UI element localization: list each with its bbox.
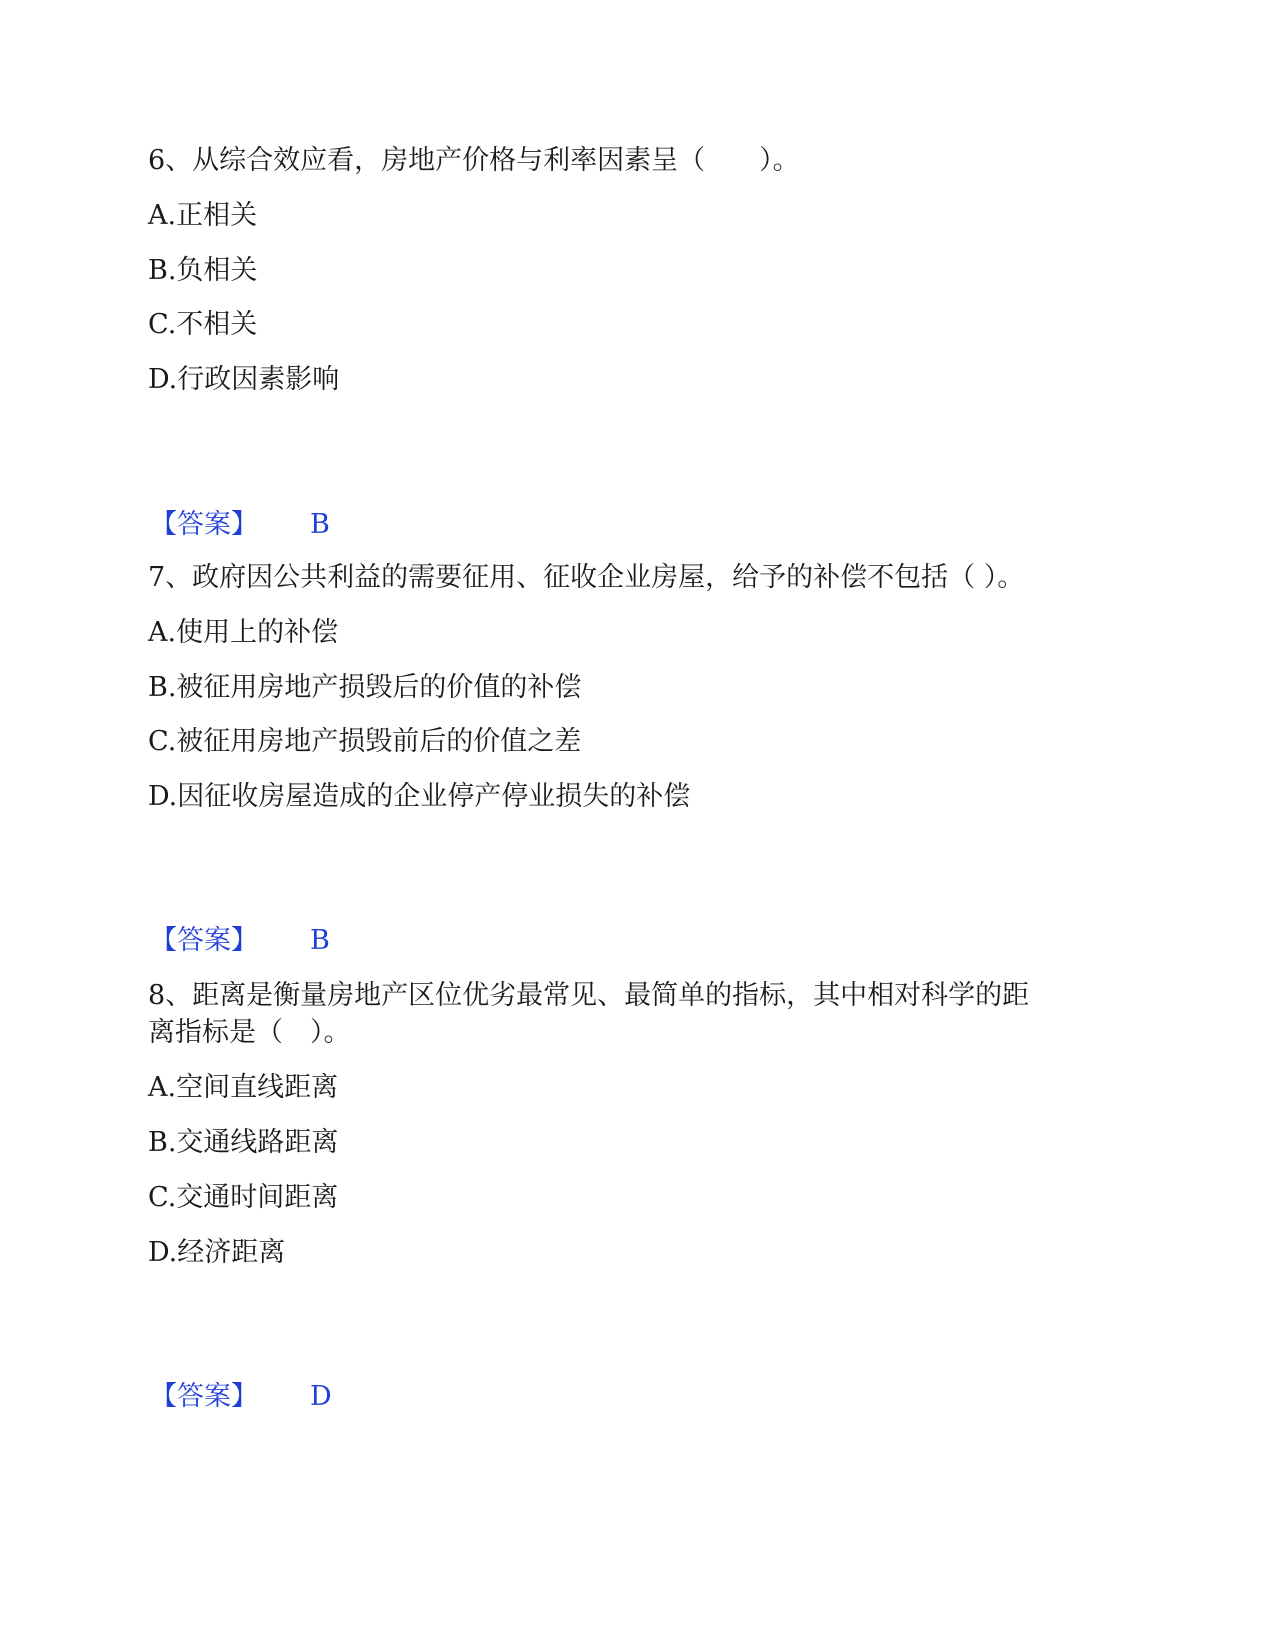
question-8-option-d: D.经济距离 — [148, 1237, 286, 1268]
question-8-option-b: B.交通线路距离 — [148, 1127, 339, 1158]
answer-label: 【答案】 — [150, 925, 258, 956]
question-6-option-b: B.负相关 — [148, 255, 258, 286]
answer-label: 【答案】 — [150, 1381, 258, 1412]
answer-value: B — [310, 509, 330, 540]
question-8-stem-line-1: 8、距离是衡量房地产区位优劣最常见、最简单的指标，其中相对科学的距 — [148, 980, 1030, 1011]
question-6-option-c: C.不相关 — [148, 309, 258, 340]
answer-label: 【答案】 — [150, 509, 258, 540]
question-7-stem: 7、政府因公共利益的需要征用、征收企业房屋，给予的补偿不包括（ ）。 — [148, 562, 1025, 593]
question-6-option-d: D.行政因素影响 — [148, 364, 340, 395]
question-8-stem-line-2: 离指标是（ ）。 — [148, 1017, 351, 1048]
question-7-option-d: D.因征收房屋造成的企业停产停业损失的补偿 — [148, 781, 691, 812]
question-7-option-c: C.被征用房地产损毁前后的价值之差 — [148, 726, 582, 757]
question-6-stem: 6、从综合效应看，房地产价格与利率因素呈（ ）。 — [148, 145, 800, 176]
question-8-option-c: C.交通时间距离 — [148, 1182, 339, 1213]
question-7-answer — [150, 922, 330, 960]
answer-value: D — [310, 1381, 332, 1412]
question-6-answer — [150, 506, 330, 544]
answer-value: B — [310, 925, 330, 956]
question-6-option-a: A.正相关 — [148, 200, 258, 231]
question-7-option-a: A.使用上的补偿 — [148, 617, 339, 648]
question-8-answer — [150, 1378, 332, 1416]
question-7-option-b: B.被征用房地产损毁后的价值的补偿 — [148, 672, 582, 703]
question-8-option-a: A.空间直线距离 — [148, 1072, 339, 1103]
